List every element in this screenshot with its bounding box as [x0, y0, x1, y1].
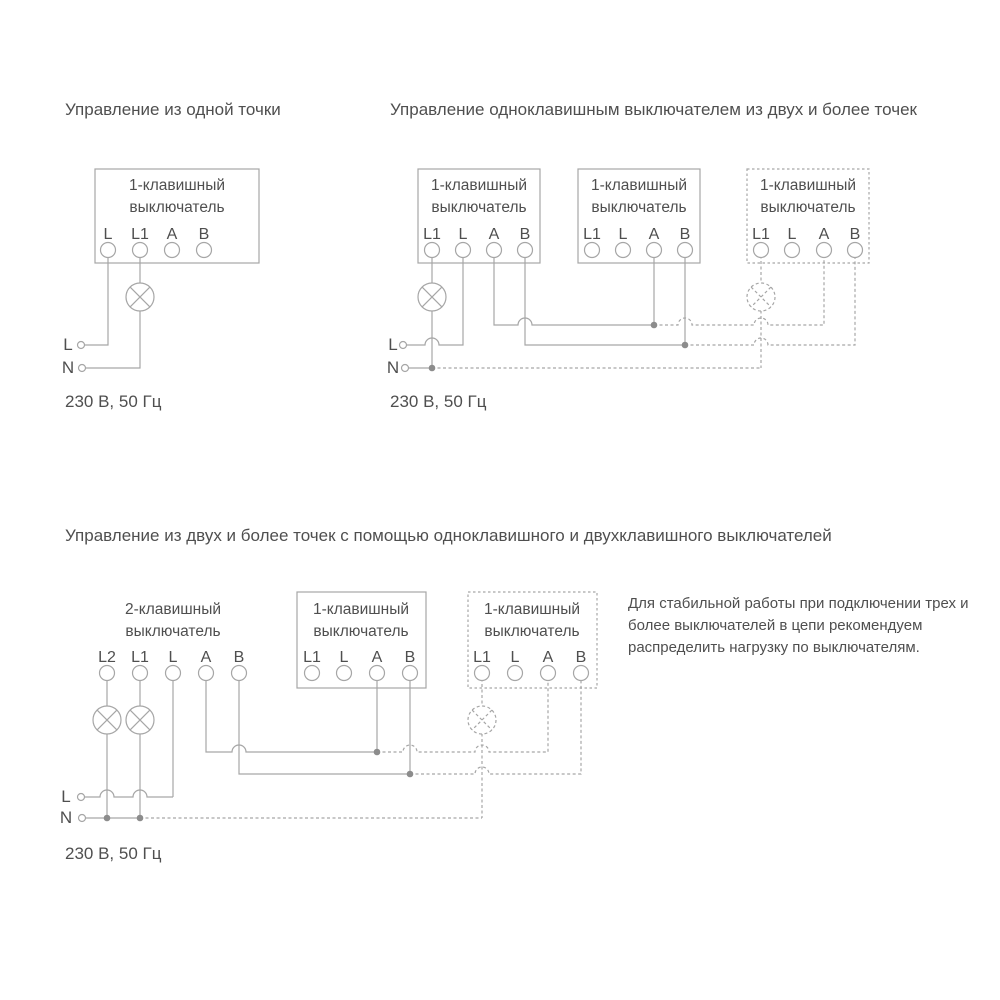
- terminal-label: B: [404, 649, 416, 666]
- terminal-label: A: [818, 226, 830, 243]
- junction-dot: [374, 749, 381, 756]
- lamp-icon: [418, 283, 446, 311]
- wire-l-line: [84, 790, 173, 797]
- terminal-circles: [425, 243, 863, 258]
- voltage-rating: 230 В, 50 Гц: [65, 392, 162, 411]
- switch-label: 1-клавишный: [430, 177, 528, 194]
- terminal-label: L: [458, 226, 468, 243]
- supply-n-node: [402, 365, 409, 372]
- terminal-label: L1: [423, 226, 441, 243]
- terminal-label: A: [542, 649, 554, 666]
- supply-n-label: N: [61, 358, 75, 377]
- terminal-label: L1: [752, 226, 770, 243]
- wire-bus-b: [525, 250, 685, 345]
- terminal-label: L1: [131, 649, 149, 666]
- supply-n-label: N: [59, 808, 73, 827]
- switch-label: выключатель: [313, 623, 409, 640]
- switch-label: выключатель: [129, 199, 225, 216]
- terminal-circles: [100, 666, 589, 681]
- terminal-label: L: [168, 649, 178, 666]
- switch-label: выключатель: [760, 199, 856, 216]
- terminal-label: L: [510, 649, 520, 666]
- terminal-label: A: [166, 226, 178, 243]
- junction-dot: [137, 815, 144, 822]
- terminal-label: A: [488, 226, 500, 243]
- supply-l-label: L: [61, 787, 71, 806]
- supply-n-label: N: [386, 358, 400, 377]
- lamp-icon: [126, 706, 154, 734]
- lamp-icon: [93, 706, 121, 734]
- terminal-label: A: [200, 649, 212, 666]
- voltage-rating: 230 В, 50 Гц: [65, 844, 162, 863]
- terminal-label: L1: [303, 649, 321, 666]
- terminal-label: A: [371, 649, 383, 666]
- terminal-label: A: [648, 226, 660, 243]
- wire-bus-a: [206, 673, 377, 752]
- switch-label: выключатель: [431, 199, 527, 216]
- junction-dot: [104, 815, 111, 822]
- switch-label: 1-клавишный: [312, 601, 410, 618]
- diagram1-title: Управление из одной точки: [65, 100, 281, 119]
- terminal-label: L: [339, 649, 349, 666]
- supply-l-node: [78, 794, 85, 801]
- terminal-label: L: [103, 226, 113, 243]
- supply-l-label: L: [388, 335, 398, 354]
- wire-bus-a-dashed: [654, 250, 824, 325]
- switch-label: выключатель: [591, 199, 687, 216]
- terminal-label: B: [575, 649, 587, 666]
- lamp-icon-dashed: [747, 283, 775, 311]
- terminal-label: B: [233, 649, 245, 666]
- junction-dot: [651, 322, 658, 329]
- terminal-label: B: [849, 226, 861, 243]
- lamp-icon: [126, 283, 154, 311]
- note-line: Для стабильной работы при подключении трех и: [628, 595, 969, 612]
- junction-dot: [429, 365, 436, 372]
- terminal-label: B: [679, 226, 691, 243]
- terminal-circles: [101, 243, 212, 258]
- switch-label: выключатель: [484, 623, 580, 640]
- supply-l-label: L: [63, 335, 73, 354]
- wire-l: [84, 250, 108, 345]
- switch-label: 2-клавишный: [124, 601, 222, 618]
- wire-bus-a: [494, 250, 654, 325]
- terminal-label: L1: [131, 226, 149, 243]
- supply-l-node: [78, 342, 85, 349]
- terminal-label: L1: [473, 649, 491, 666]
- note-line: более выключателей в цепи рекомендуем: [628, 617, 923, 634]
- switch-label: 1-клавишный: [128, 177, 226, 194]
- terminal-label: L1: [583, 226, 601, 243]
- supply-n-node: [79, 815, 86, 822]
- wire-bus-a-dashed: [377, 673, 548, 752]
- terminal-label: L2: [98, 649, 116, 666]
- voltage-rating: 230 В, 50 Гц: [390, 392, 487, 411]
- junction-dot: [682, 342, 689, 349]
- supply-n-node: [79, 365, 86, 372]
- terminal-label: B: [198, 226, 210, 243]
- note-line: распределить нагрузку по выключателям.: [628, 639, 920, 656]
- lamp-icon-dashed: [468, 706, 496, 734]
- diagram2-title: Управление одноклавишным выключателем из двух и более точек: [390, 100, 917, 119]
- switch-label: 1-клавишный: [759, 177, 857, 194]
- supply-l-node: [400, 342, 407, 349]
- junction-dot: [407, 771, 414, 778]
- switch-label: 1-клавишный: [590, 177, 688, 194]
- switch-label: 1-клавишный: [483, 601, 581, 618]
- terminal-label: B: [519, 226, 531, 243]
- switch-label: выключатель: [125, 623, 221, 640]
- diagram3-title: Управление из двух и более точек с помощью одноклавишного и двухклавишного выключателей: [65, 526, 832, 545]
- terminal-label: L: [618, 226, 628, 243]
- terminal-label: L: [787, 226, 797, 243]
